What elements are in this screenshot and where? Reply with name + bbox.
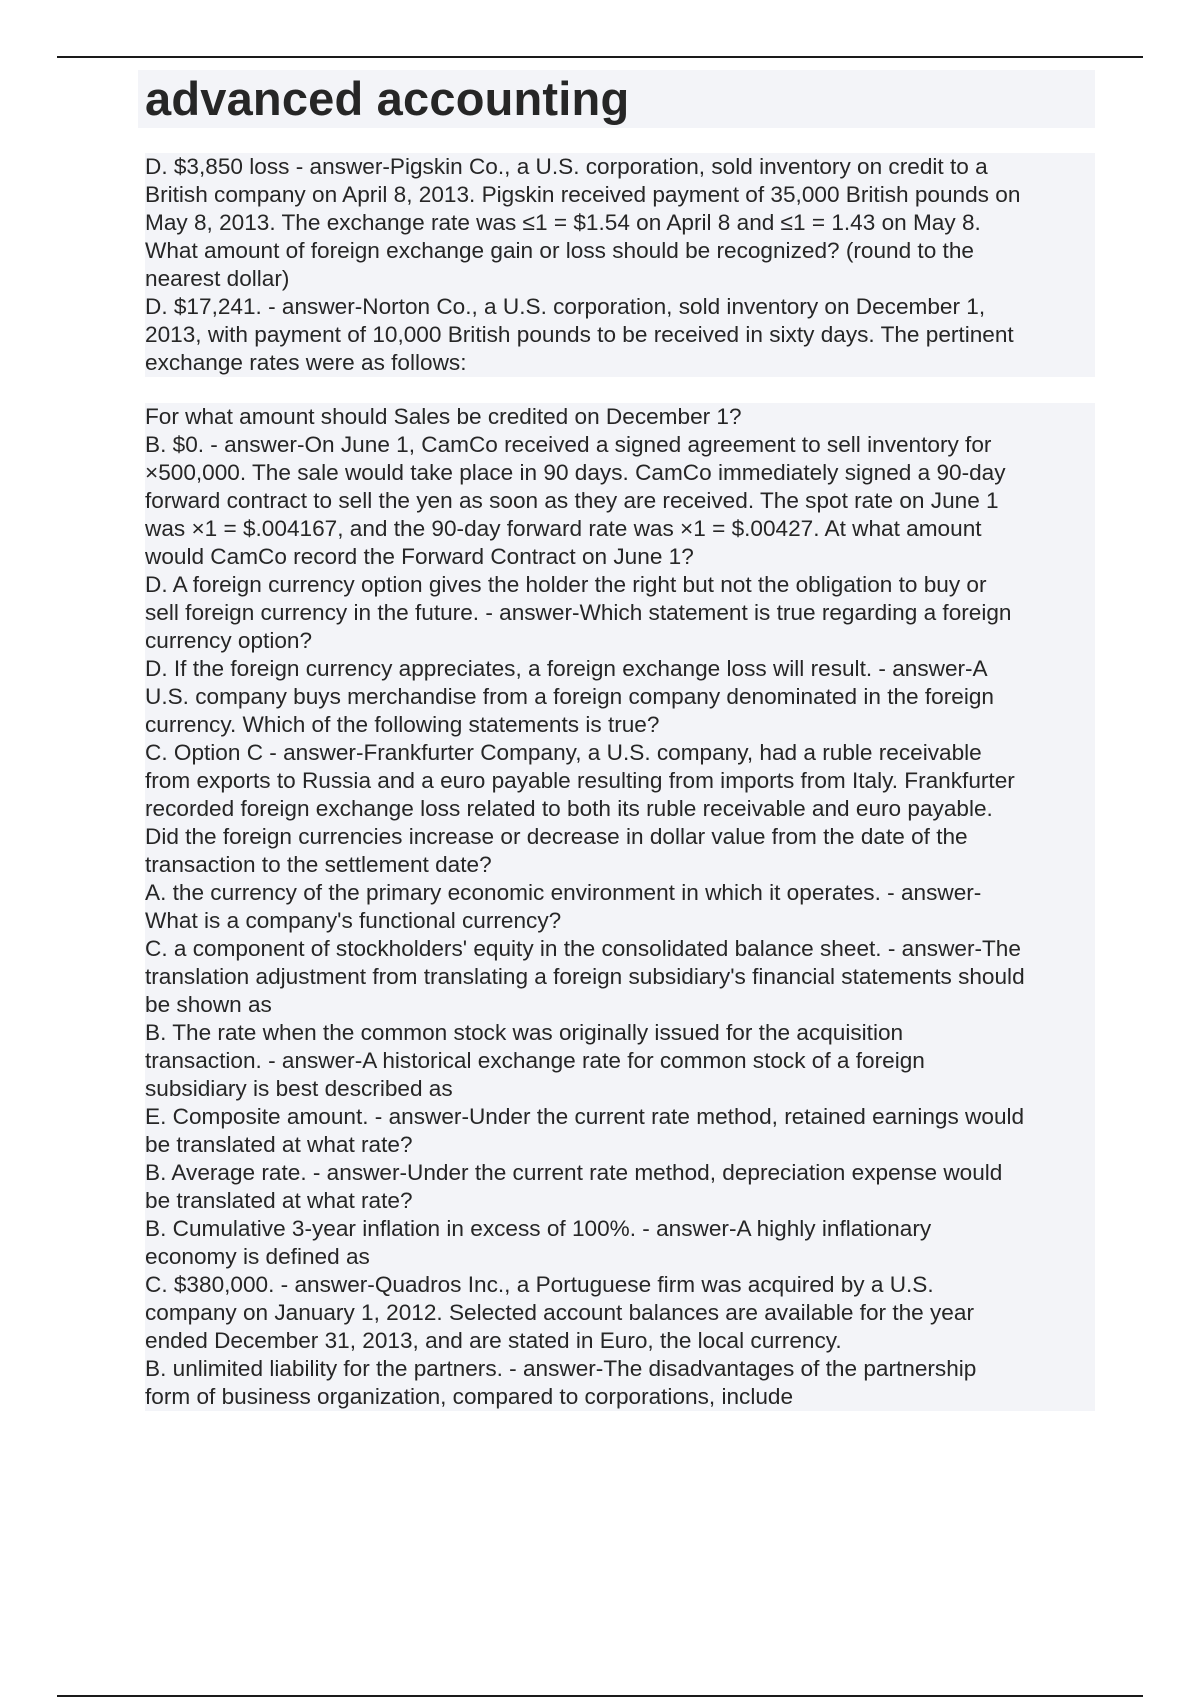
qa-line: would CamCo record the Forward Contract on June 1?	[145, 544, 694, 569]
top-rule	[57, 56, 1143, 58]
qa-line: transaction. - answer-A historical exchange rate for common stock of a foreign	[145, 1048, 925, 1073]
qa-line: sell foreign currency in the future. - answer-Which statement is true regarding a foreign	[145, 600, 1012, 625]
qa-line: B. Average rate. - answer-Under the current rate method, depreciation expense would	[145, 1160, 1003, 1185]
bottom-rule	[57, 1695, 1143, 1697]
qa-line: A. the currency of the primary economic environment in which it operates. - answer-	[145, 880, 982, 905]
qa-line: currency option?	[145, 628, 313, 653]
qa-line: form of business organization, compared to corporations, include	[145, 1384, 794, 1409]
qa-entry	[145, 1271, 1095, 1355]
qa-entry	[145, 571, 1095, 655]
qa-entry	[145, 1103, 1095, 1159]
qa-line: was ×1 = $.004167, and the 90-day forward rate was ×1 = $.00427. At what amount	[145, 516, 982, 541]
qa-line: 2013, with payment of 10,000 British pounds to be received in sixty days. The pertinent	[145, 322, 1014, 347]
qa-line: C. a component of stockholders' equity in the consolidated balance sheet. - answer-The	[145, 936, 1021, 961]
qa-entry	[145, 1019, 1095, 1103]
qa-line: B. Cumulative 3-year inflation in excess of 100%. - answer-A highly inflationary	[145, 1216, 932, 1241]
qa-entry	[145, 879, 1095, 935]
qa-line: nearest dollar)	[145, 266, 290, 291]
qa-line: translation adjustment from translating a foreign subsidiary's financial statements should	[145, 964, 1025, 989]
qa-entry	[145, 1355, 1095, 1411]
qa-line: B. unlimited liability for the partners. - answer-The disadvantages of the partnership	[145, 1356, 977, 1381]
qa-line: be translated at what rate?	[145, 1188, 413, 1213]
qa-line: recorded foreign exchange loss related to both its ruble receivable and euro payable.	[145, 796, 993, 821]
qa-line: ×500,000. The sale would take place in 90 days. CamCo immediately signed a 90-day	[145, 460, 1006, 485]
qa-line: C. $380,000. - answer-Quadros Inc., a Portuguese firm was acquired by a U.S.	[145, 1272, 934, 1297]
qa-line: D. A foreign currency option gives the holder the right but not the obligation to buy or	[145, 572, 987, 597]
qa-entry	[145, 153, 1095, 293]
qa-entry	[145, 1159, 1095, 1215]
qa-entry	[145, 293, 1095, 377]
qa-line: U.S. company buys merchandise from a foreign company denominated in the foreign	[145, 684, 994, 709]
qa-entry	[145, 935, 1095, 1019]
qa-line: economy is defined as	[145, 1244, 370, 1269]
qa-line: May 8, 2013. The exchange rate was ≤1 = $1.54 on April 8 and ≤1 = 1.43 on May 8.	[145, 210, 981, 235]
qa-entry	[145, 739, 1095, 879]
qa-entry	[145, 1215, 1095, 1271]
qa-line: What amount of foreign exchange gain or loss should be recognized? (round to the	[145, 238, 974, 263]
qa-entry	[145, 431, 1095, 571]
paragraph-gap	[145, 377, 1095, 403]
qa-line: For what amount should Sales be credited on December 1?	[145, 404, 742, 429]
qa-entry-continuation	[145, 403, 1095, 431]
qa-line: D. $3,850 loss - answer-Pigskin Co., a U.S. corporation, sold inventory on credit to a	[145, 154, 988, 179]
document-body	[145, 153, 1095, 1411]
qa-line: forward contract to sell the yen as soon as they are received. The spot rate on June 1	[145, 488, 999, 513]
qa-line: B. The rate when the common stock was originally issued for the acquisition	[145, 1020, 904, 1045]
qa-line: B. $0. - answer-On June 1, CamCo received a signed agreement to sell inventory for	[145, 432, 992, 457]
qa-line: currency. Which of the following statements is true?	[145, 712, 660, 737]
qa-line: E. Composite amount. - answer-Under the current rate method, retained earnings would	[145, 1104, 1025, 1129]
qa-line: D. $17,241. - answer-Norton Co., a U.S. corporation, sold inventory on December 1,	[145, 294, 986, 319]
qa-line: D. If the foreign currency appreciates, a foreign exchange loss will result. - answer-A	[145, 656, 988, 681]
qa-line: subsidiary is best described as	[145, 1076, 453, 1101]
qa-line: company on January 1, 2012. Selected account balances are available for the year	[145, 1300, 974, 1325]
qa-line: What is a company's functional currency?	[145, 908, 562, 933]
qa-line: British company on April 8, 2013. Pigskin received payment of 35,000 British pounds on	[145, 182, 1021, 207]
qa-line: ended December 31, 2013, and are stated in Euro, the local currency.	[145, 1328, 842, 1353]
qa-line: exchange rates were as follows:	[145, 350, 467, 375]
qa-line: Did the foreign currencies increase or decrease in dollar value from the date of the	[145, 824, 968, 849]
qa-entry	[145, 655, 1095, 739]
qa-line: from exports to Russia and a euro payable resulting from imports from Italy. Frankfurter	[145, 768, 1015, 793]
qa-line: C. Option C - answer-Frankfurter Company, a U.S. company, had a ruble receivable	[145, 740, 982, 765]
qa-line: transaction to the settlement date?	[145, 852, 492, 877]
qa-line: be shown as	[145, 992, 272, 1017]
document-title: advanced accounting	[145, 72, 630, 125]
qa-line: be translated at what rate?	[145, 1132, 413, 1157]
